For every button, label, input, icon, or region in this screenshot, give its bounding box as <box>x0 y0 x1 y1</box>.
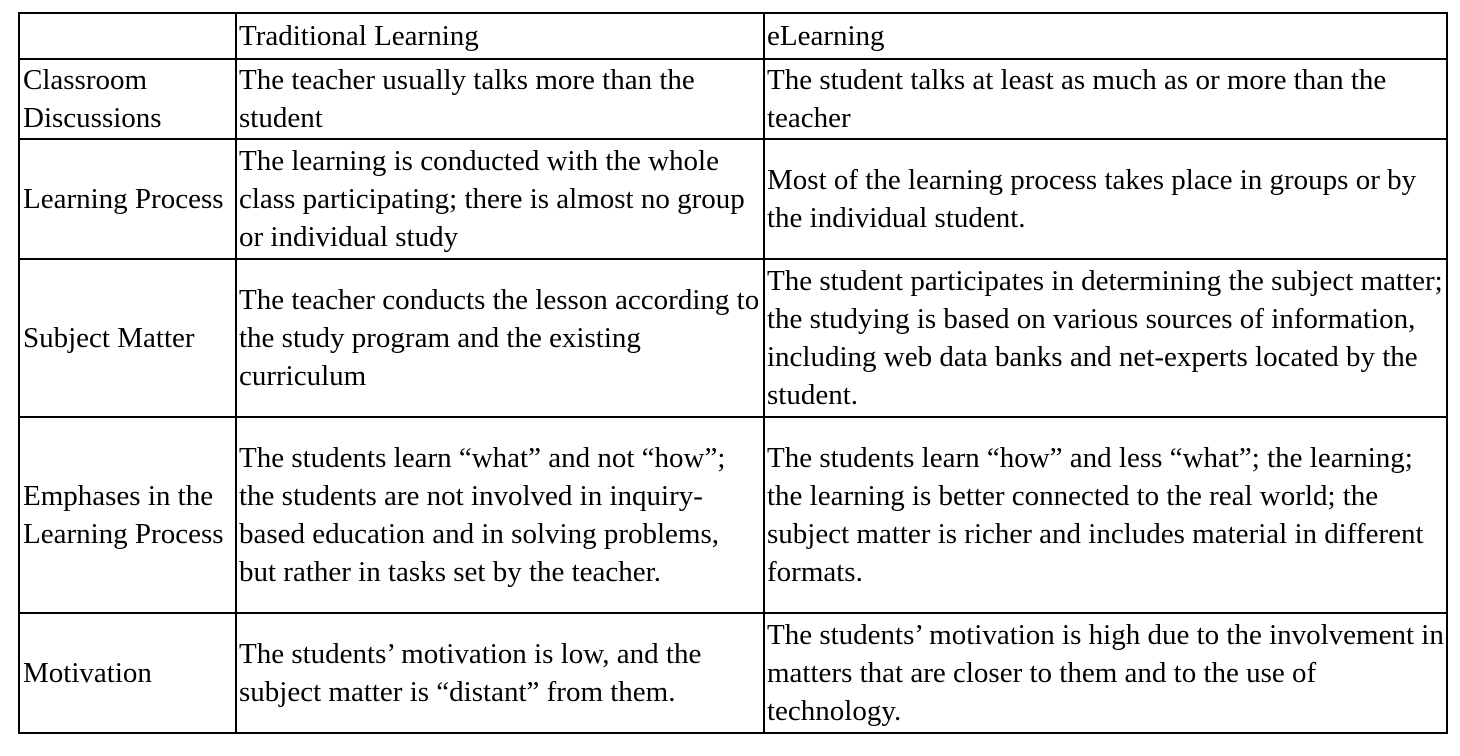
comparison-table <box>18 12 1448 734</box>
elearning-cell: Most of the learning process takes place in groups or by the individual student. <box>764 139 1447 259</box>
elearning-cell: The students’ motivation is high due to the involvement in matters that are closer to them and to the use of technology. <box>764 613 1447 733</box>
table-row <box>19 139 1447 259</box>
traditional-cell: The teacher usually talks more than the student <box>236 59 764 139</box>
elearning-cell: The students learn “how” and less “what”; the learning; the learning is better connected to the real world; the subject matter is richer and includes material in different formats. <box>764 417 1447 613</box>
traditional-cell: The learning is conducted with the whole class participating; there is almost no group or individual study <box>236 139 764 259</box>
traditional-cell: The students learn “what” and not “how”; the students are not involved in inquiry-based education and in solving problems, but rather in tasks set by the teacher. <box>236 417 764 613</box>
table-row <box>19 59 1447 139</box>
header-cell-traditional: Traditional Learning <box>236 13 764 59</box>
traditional-cell: The students’ motivation is low, and the subject matter is “distant” from them. <box>236 613 764 733</box>
row-label: Classroom Discussions <box>19 59 236 139</box>
traditional-cell: The teacher conducts the lesson according to the study program and the existing curriculum <box>236 259 764 417</box>
header-row <box>19 13 1447 59</box>
table-row <box>19 259 1447 417</box>
row-label: Motivation <box>19 613 236 733</box>
row-label: Subject Matter <box>19 259 236 417</box>
header-cell-empty <box>19 13 236 59</box>
table-row <box>19 417 1447 613</box>
table-row <box>19 613 1447 733</box>
elearning-cell: The student participates in determining the subject matter; the studying is based on various sources of information, including web data banks and net-experts located by the student. <box>764 259 1447 417</box>
elearning-cell: The student talks at least as much as or more than the teacher <box>764 59 1447 139</box>
row-label: Emphases in the Learning Process <box>19 417 236 613</box>
header-cell-elearning: eLearning <box>764 13 1447 59</box>
row-label: Learning Process <box>19 139 236 259</box>
